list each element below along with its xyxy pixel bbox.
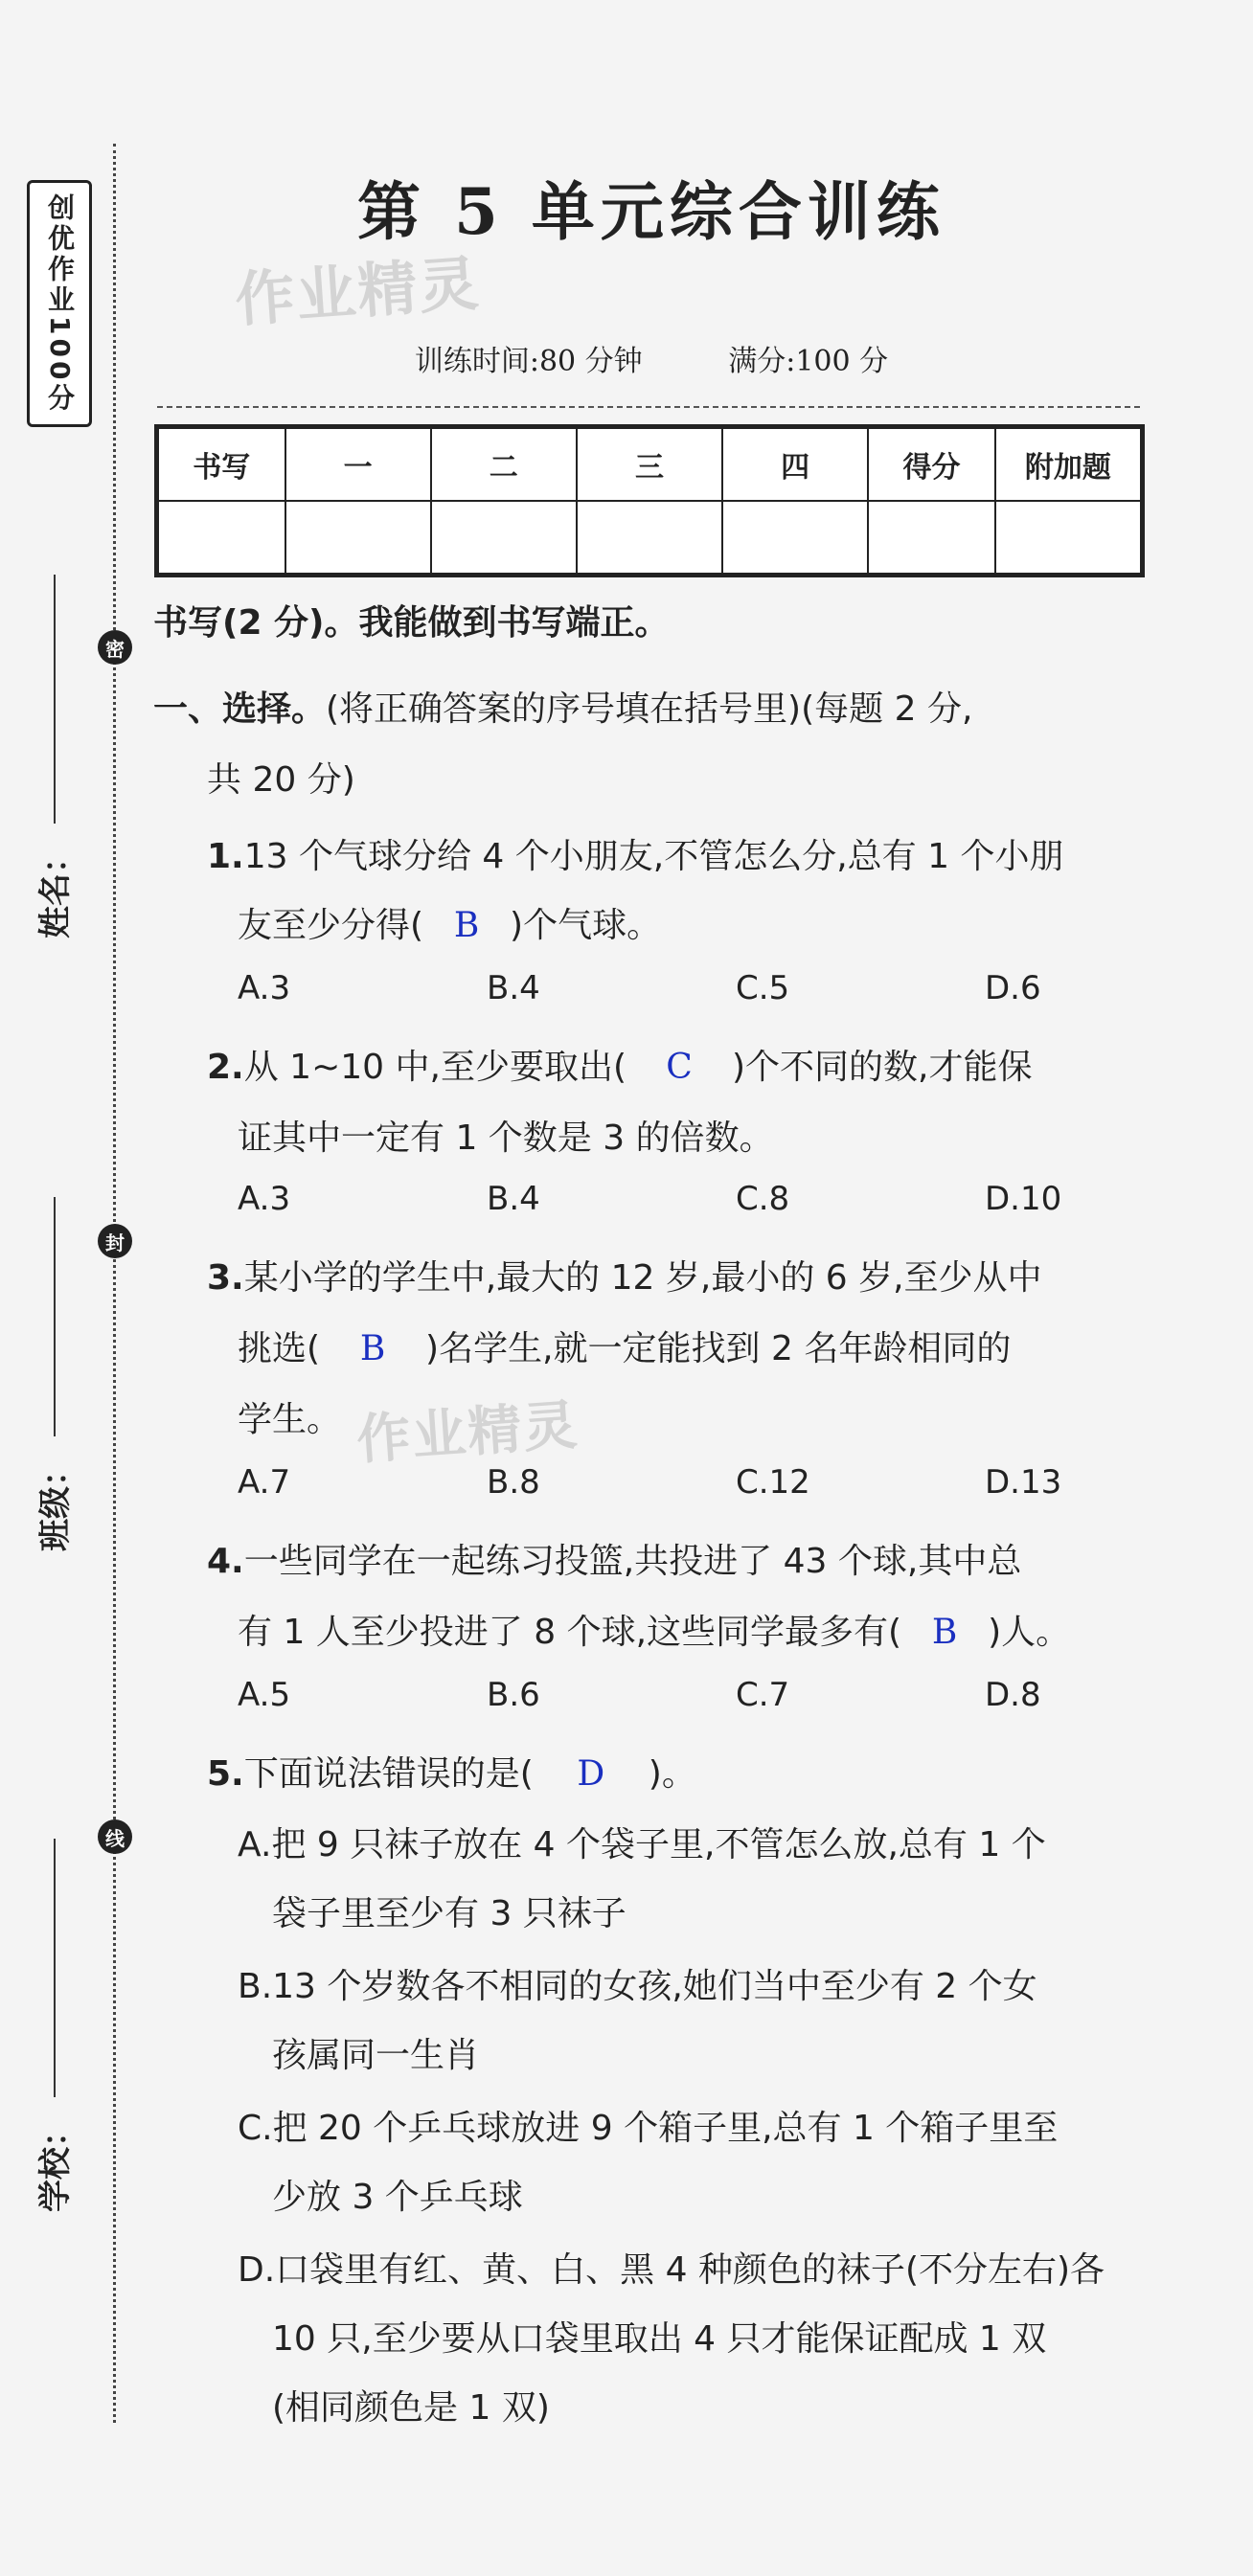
- option: B.8: [487, 1463, 540, 1502]
- brand-label: 创优作业100分: [44, 192, 76, 415]
- question-number: 5.: [207, 1754, 244, 1794]
- score-cell[interactable]: [722, 501, 868, 574]
- option-a-line1: A.把 9 只袜子放在 4 个袋子里,不管怎么放,总有 1 个: [238, 1825, 1046, 1864]
- watermark: 作业精灵: [233, 248, 483, 335]
- name-label: 姓名：: [36, 841, 75, 938]
- score-col-header: 一: [285, 428, 431, 501]
- brand-box: [27, 180, 92, 427]
- question-2-line2: 证其中一定有 1 个数是 3 的倍数。: [238, 1119, 774, 1158]
- option-b-line2: 孩属同一生肖: [272, 2036, 480, 2075]
- question-1-line1: [207, 829, 1063, 878]
- option: D.10: [985, 1180, 1062, 1218]
- question-text: 某小学的学生中,最大的 12 岁,最小的 6 岁,至少从中: [243, 1258, 1042, 1298]
- name-line: [54, 575, 56, 824]
- score-cell[interactable]: [158, 501, 285, 574]
- question-number: 3.: [207, 1258, 244, 1298]
- exam-meta: [153, 337, 1150, 379]
- time-limit: 训练时间:80 分钟: [414, 345, 643, 378]
- score-table-header: [158, 428, 1141, 501]
- question-3-line2: [238, 1322, 1011, 1370]
- option: D.6: [985, 969, 1041, 1007]
- option: C.12: [736, 1463, 810, 1502]
- score-cell[interactable]: [431, 501, 577, 574]
- watermark: 作业精灵: [354, 1393, 581, 1473]
- full-score: 满分:100 分: [728, 345, 889, 378]
- option: A.3: [238, 969, 291, 1007]
- question-text: )个气球。: [510, 906, 662, 945]
- question-text: 从 1~10 中,至少要取出(: [243, 1048, 626, 1087]
- score-col-header: 附加题: [995, 428, 1141, 501]
- section-instruction-cont: 共 20 分): [207, 760, 355, 800]
- seal-feng: 封: [98, 1224, 132, 1258]
- question-3-line3: 学生。: [238, 1400, 342, 1439]
- score-table: [157, 427, 1142, 575]
- answer-blank[interactable]: B: [359, 1329, 386, 1368]
- cut-line: [113, 144, 116, 2423]
- option: A.3: [238, 1180, 291, 1218]
- question-text: 友至少分得(: [238, 906, 424, 945]
- score-col-header: 书写: [158, 428, 285, 501]
- score-col-header: 得分: [868, 428, 995, 501]
- score-col-header: 三: [577, 428, 722, 501]
- answer-blank[interactable]: D: [577, 1754, 605, 1794]
- option-d-line2: 10 只,至少要从口袋里取出 4 只才能保证配成 1 双: [272, 2319, 1047, 2359]
- question-text: )名学生,就一定能找到 2 名年龄相同的: [425, 1329, 1012, 1368]
- question-number: 2.: [207, 1048, 244, 1087]
- question-text: 挑选(: [238, 1329, 321, 1368]
- class-line: [54, 1197, 56, 1436]
- option: A.5: [238, 1676, 291, 1714]
- answer-blank[interactable]: C: [666, 1048, 693, 1087]
- score-cell[interactable]: [995, 501, 1141, 574]
- option: B.4: [487, 1180, 540, 1218]
- score-col-header: 二: [431, 428, 577, 501]
- option: D.8: [985, 1676, 1041, 1714]
- score-cell[interactable]: [285, 501, 431, 574]
- question-text: )人。: [988, 1613, 1071, 1652]
- question-text: 13 个气球分给 4 个小朋友,不管怎么分,总有 1 个小朋: [243, 837, 1064, 876]
- option: C.5: [736, 969, 790, 1007]
- question-number: 4.: [207, 1542, 244, 1581]
- option-c-line2: 少放 3 个乒乓球: [272, 2178, 523, 2217]
- option: C.8: [736, 1180, 790, 1218]
- question-text: 一些同学在一起练习投篮,共投进了 43 个球,其中总: [243, 1542, 1022, 1581]
- question-5-line1: [207, 1747, 696, 1796]
- question-3-line1: [207, 1251, 1042, 1299]
- option: B.4: [487, 969, 540, 1007]
- question-text: 有 1 人至少投进了 8 个球,这些同学最多有(: [238, 1613, 902, 1652]
- question-text: )。: [648, 1754, 696, 1794]
- question-4-line1: [207, 1534, 1021, 1583]
- section-title: 一、选择。: [153, 689, 327, 729]
- score-table-blank-row: [158, 501, 1141, 574]
- option: C.7: [736, 1676, 790, 1714]
- option: D.13: [985, 1463, 1062, 1502]
- score-cell[interactable]: [868, 501, 995, 574]
- answer-blank[interactable]: B: [931, 1613, 958, 1652]
- question-1-line2: [238, 898, 661, 947]
- school-line: [54, 1839, 56, 2097]
- question-2-line1: [207, 1040, 1033, 1089]
- option-b-line1: B.13 个岁数各不相同的女孩,她们当中至少有 2 个女: [238, 1967, 1037, 2006]
- question-text: )个不同的数,才能保: [732, 1048, 1033, 1087]
- question-text: 下面说法错误的是(: [243, 1754, 534, 1794]
- section-heading: [153, 682, 972, 731]
- dashed-separator: [157, 406, 1140, 408]
- option: B.6: [487, 1676, 540, 1714]
- writing-instruction: 书写(2 分)。我能做到书写端正。: [153, 603, 670, 643]
- section-instruction: (将正确答案的序号填在括号里)(每题 2 分,: [326, 689, 973, 729]
- question-number: 1.: [207, 837, 244, 876]
- score-cell[interactable]: [577, 501, 722, 574]
- seal-xian: 线: [98, 1819, 132, 1854]
- school-label: 学校：: [36, 2114, 75, 2212]
- page-title: 第 5 单元综合训练: [357, 174, 945, 249]
- seal-mi: 密: [98, 630, 132, 665]
- score-col-header: 四: [722, 428, 868, 501]
- option-a-line2: 袋子里至少有 3 只袜子: [272, 1894, 626, 1933]
- option-d-line3: (相同颜色是 1 双): [272, 2388, 550, 2428]
- question-4-line2: [238, 1605, 1070, 1654]
- option-d-line1: D.口袋里有红、黄、白、黑 4 种颜色的袜子(不分左右)各: [238, 2250, 1105, 2290]
- option: A.7: [238, 1463, 291, 1502]
- class-label: 班级：: [36, 1454, 75, 1551]
- option-c-line1: C.把 20 个乒乓球放进 9 个箱子里,总有 1 个箱子里至: [238, 2109, 1059, 2148]
- answer-blank[interactable]: B: [453, 906, 480, 945]
